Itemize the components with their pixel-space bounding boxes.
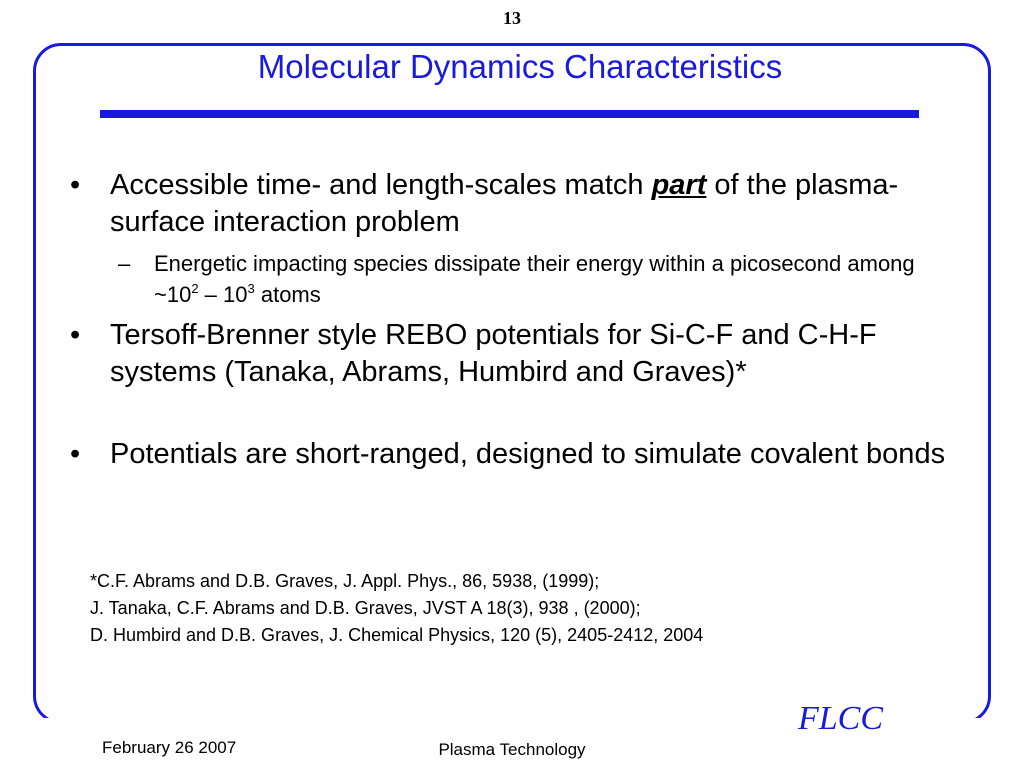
footer-title: Plasma Technology bbox=[438, 740, 586, 759]
exponent-2: 2 bbox=[191, 281, 199, 296]
bullet-1-text-end: of the plasma-surface interaction problem bbox=[110, 169, 899, 238]
bullet-dot: • bbox=[70, 319, 81, 351]
reference-3: D. Humbird and D.B. Graves, J. Chemical Physics, 120 (5), 2405-2412, 2004 bbox=[90, 625, 704, 645]
slide-number: 13 bbox=[503, 8, 521, 28]
bullet-3-text: Potentials are short-ranged, designed to simulate covalent bonds bbox=[110, 438, 946, 470]
sub-bullet-1-end: atoms bbox=[254, 282, 321, 307]
sub-bullet-dash: – bbox=[118, 251, 131, 276]
bullet-item-1 bbox=[70, 167, 990, 241]
flcc-logo: FLCC bbox=[790, 700, 891, 738]
bullet-1-text-start: Accessible time- and length-scales match bbox=[110, 169, 652, 201]
bullet-2-text: Tersoff-Brenner style REBO potentials for Si-C-F and C-H-F systems (Tanaka, Abrams, Humbird and Graves)* bbox=[110, 319, 877, 388]
sub-bullet-1-text: Energetic impacting species dissipate their energy within a picosecond among ~10 bbox=[154, 251, 915, 307]
reference-2: J. Tanaka, C.F. Abrams and D.B. Graves, JVST A 18(3), 938 , (2000); bbox=[90, 598, 641, 618]
bullet-1-emphasis: part bbox=[651, 169, 707, 201]
bullet-item-2 bbox=[70, 317, 990, 391]
exponent-3: 3 bbox=[247, 281, 255, 296]
reference-1: *C.F. Abrams and D.B. Graves, J. Appl. Phys., 86, 5938, (1999); bbox=[90, 571, 600, 591]
sub-bullet-item-1 bbox=[118, 248, 954, 310]
sub-bullet-1-range: – 10 bbox=[198, 282, 248, 307]
bullet-dot: • bbox=[70, 438, 81, 470]
slide-title: Molecular Dynamics Characteristics bbox=[257, 48, 783, 85]
footer-date: February 26 2007 bbox=[102, 738, 237, 757]
title-underline-rule bbox=[100, 110, 919, 118]
bullet-dot: • bbox=[70, 169, 81, 201]
bullet-item-3 bbox=[70, 436, 990, 473]
